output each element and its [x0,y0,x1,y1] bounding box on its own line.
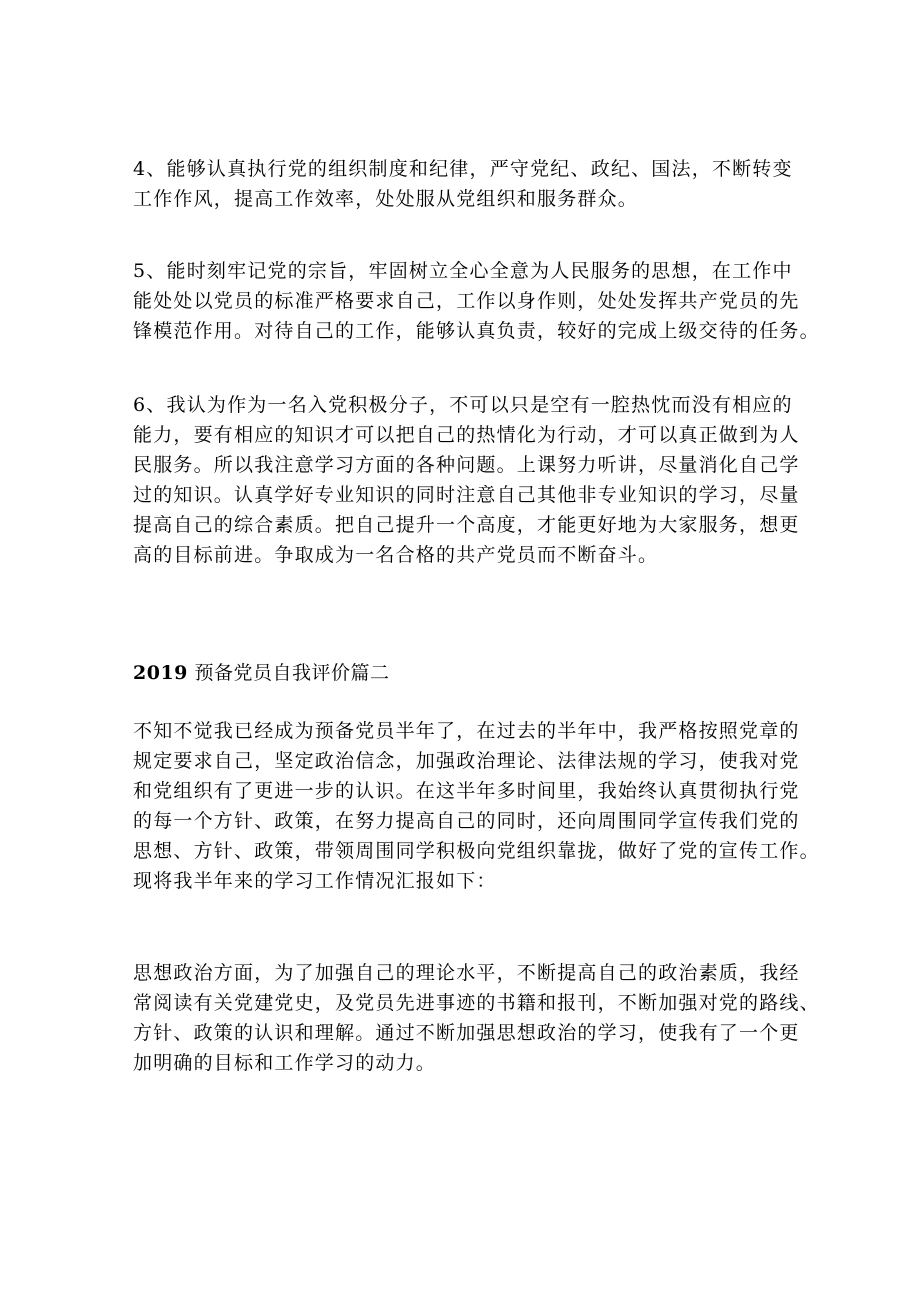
text-line: 6、我认为作为一名入党积极分子，不可以只是空有一腔热忱而没有相应的 [133,394,793,416]
section-heading [133,658,389,688]
text-line: 和党组织有了更进一步的认识。在这半年多时间里，我始终认真贯彻执行党 [133,780,800,802]
text-line: 方针、政策的认识和理解。通过不断加强思想政治的学习，使我有了一个更 [133,1022,800,1044]
text-line: 思想政治方面，为了加强自己的理论水平，不断提高自己的政治素质，我经 [133,962,800,984]
text-line: 民服务。所以我注意学习方面的各种问题。上课努力听讲，尽量消化自己学 [133,454,800,476]
text-line: 能处处以党员的标准严格要求自己，工作以身作则，处处发挥共产党员的先 [133,290,800,312]
heading-text: 预备党员自我评价篇二 [194,662,390,684]
text-line: 锋模范作用。对待自己的工作，能够认真负责，较好的完成上级交待的任务。 [133,320,820,342]
paragraph-intro [133,716,820,896]
text-line: 的每一个方针、政策，在努力提高自己的同时，还向周围同学宣传我们党的 [133,810,800,832]
paragraph-item-6 [133,390,803,570]
paragraph-ideology [133,958,820,1078]
text-line: 不知不觉我已经成为预备党员半年了，在过去的半年中，我严格按照党章的 [133,720,800,742]
paragraph-item-5 [133,256,820,346]
text-line: 提高自己的综合素质。把自己提升一个高度，才能更好地为大家服务，想更 [133,514,800,536]
text-line: 常阅读有关党建党史，及党员先进事迹的书籍和报刊，不断加强对党的路线、 [133,992,820,1014]
text-line: 5、能时刻牢记党的宗旨，牢固树立全心全意为人民服务的思想，在工作中 [133,260,793,282]
text-line: 高的目标前进。争取成为一名合格的共产党员而不断奋斗。 [133,544,659,566]
heading-year: 2019 [133,662,188,684]
text-line: 规定要求自己，坚定政治信念，加强政治理论、法律法规的学习，使我对党 [133,750,800,772]
text-line: 加明确的目标和工作学习的动力。 [133,1052,437,1074]
text-line: 过的知识。认真学好专业知识的同时注意自己其他非专业知识的学习，尽量 [133,484,800,506]
text-line: 能力，要有相应的知识才可以把自己的热情化为行动，才可以真正做到为人 [133,424,800,446]
text-line: 思想、方针、政策，带领周围同学积极向党组织靠拢，做好了党的宣传工作。 [133,840,820,862]
text-line: 工作作风，提高工作效率，处处服从党组织和服务群众。 [133,188,639,210]
paragraph-item-4 [133,154,803,214]
text-line: 4、能够认真执行党的组织制度和纪律，严守党纪、政纪、国法，不断转变 [133,158,793,180]
text-line: 现将我半年来的学习工作情况汇报如下： [133,870,497,892]
